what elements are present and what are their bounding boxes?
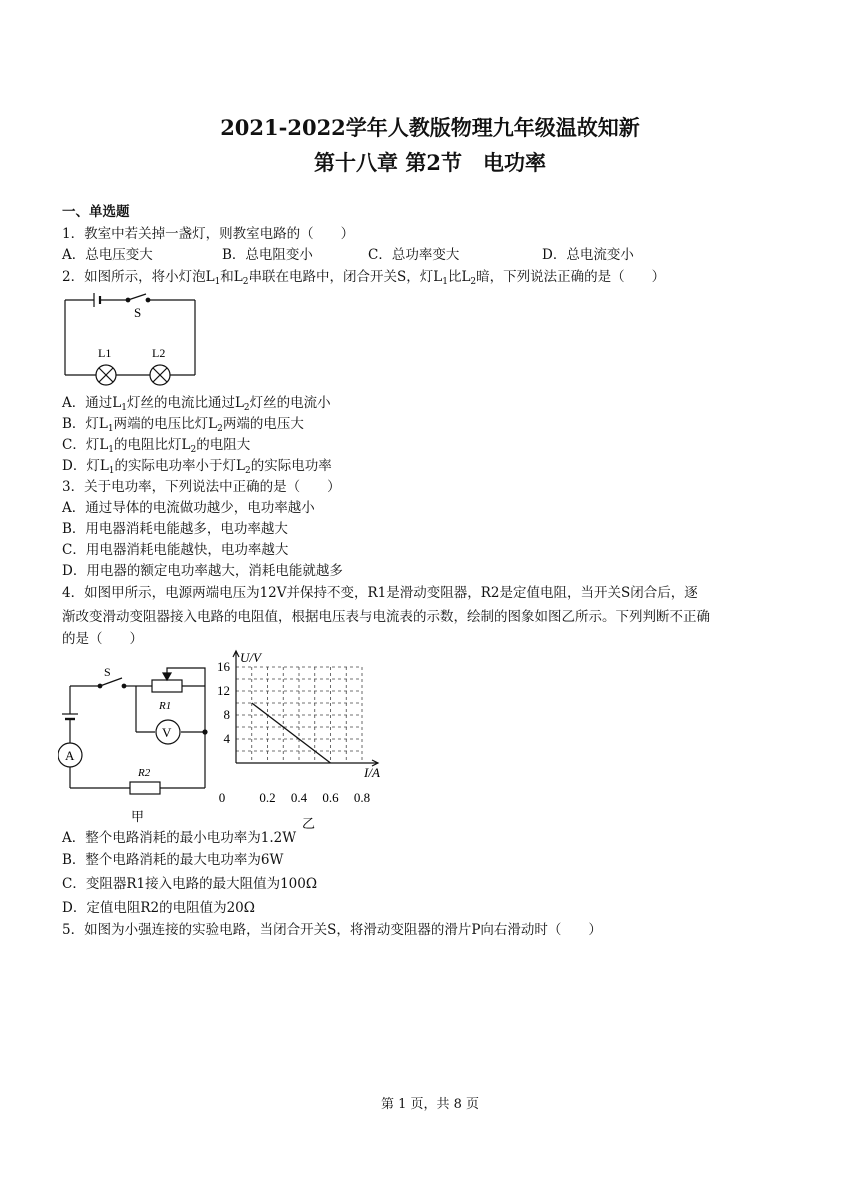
- lamp-l2-label: L2: [152, 346, 166, 360]
- lamp-l1-label: L1: [98, 346, 112, 360]
- switch-label: S: [134, 305, 142, 320]
- q5-stem: 5．如图为小强连接的实验电路，当闭合开关S，将滑动变阻器的滑片P向右滑动时（ ）: [62, 922, 602, 938]
- series-line: [252, 703, 331, 763]
- q4-ui-graph-yi: [212, 645, 402, 830]
- q4-circuit-figure-jia: [58, 660, 218, 825]
- q1-option-b: B．总电阻变小: [222, 247, 313, 263]
- switch-label: S: [104, 665, 111, 679]
- y-tick-label: 4: [223, 731, 230, 746]
- q4-stem-line-3: 的是（ ）: [62, 631, 143, 647]
- q2-option-c: C．灯$L_1$的电阻比灯$L_2$的电阻大: [62, 437, 251, 455]
- switch-blade: [128, 294, 146, 300]
- x-tick-label: 0.2: [259, 790, 276, 805]
- page-footer: 第 1 页，共 8 页: [380, 1097, 480, 1112]
- x-tick-label: 0.6: [322, 790, 339, 805]
- y-tick-label: 8: [223, 707, 230, 722]
- q2-circuit-figure: [60, 292, 200, 392]
- voltmeter-label: V: [162, 725, 172, 740]
- q3-option-a: A．通过导体的电流做功越少，电功率越小: [62, 500, 315, 516]
- q2-option-b: B．灯$L_1$两端的电压比灯$L_2$两端的电压大: [62, 416, 304, 434]
- ammeter-label: A: [65, 748, 75, 763]
- q3-option-d: D．用电器的额定电功率越大，消耗电能就越多: [62, 563, 343, 579]
- q2-option-d: D．灯$L_1$的实际电功率小于灯$L_2$的实际电功率: [62, 458, 332, 476]
- q4-option-c: C．变阻器R1接入电路的最大阻值为100Ω: [62, 876, 318, 892]
- q3-stem: 3．关于电功率，下列说法中正确的是（ ）: [62, 479, 341, 495]
- q3-option-b: B．用电器消耗电能越多，电功率越大: [62, 521, 288, 537]
- y-tick-label: 16: [217, 659, 230, 674]
- y-axis-label: U/V: [240, 650, 261, 665]
- q1-option-c: C．总功率变大: [368, 247, 460, 263]
- figure-yi-label: 乙: [302, 816, 316, 830]
- q1-option-a: A．总电压变大: [62, 247, 153, 263]
- q4-option-d: D．定值电阻R2的电阻值为20Ω: [62, 900, 255, 916]
- section-heading: 一、单选题: [62, 204, 130, 220]
- q4-option-a: A．整个电路消耗的最小电功率为1.2W: [62, 830, 297, 846]
- x-tick-label: 0.4: [290, 790, 308, 805]
- q4-stem-line-1: 4．如图甲所示，电源两端电压为12V并保持不变，R1是滑动变阻器，R2是定值电阻，当开关S闭合后，逐: [62, 585, 698, 601]
- q3-option-c: C．用电器消耗电能越快，电功率越大: [62, 542, 289, 558]
- r1-label: R1: [159, 700, 172, 712]
- x-tick-label: 0.8: [353, 790, 371, 805]
- q2-stem: 2．如图所示，将小灯泡$L_1$和$L_2$串联在电路中，闭合开关S，灯$L_1$比$L_2$暗，下列说法正确的是（ ）: [62, 269, 666, 287]
- q1-stem: 1．教室中若关掉一盏灯，则教室电路的（ ）: [62, 226, 355, 242]
- title-line-2: 第十八章 第2节 电功率: [314, 150, 546, 175]
- switch-blade: [100, 678, 122, 686]
- x-tick-label: 0: [218, 790, 226, 805]
- resistor-r2-icon: [130, 782, 160, 794]
- figure-jia-label: 甲: [131, 809, 145, 824]
- title-line-1: 2021-2022学年人教版物理九年级温故知新: [220, 115, 640, 140]
- y-tick-label: 12: [217, 683, 230, 698]
- x-axis-label: I/A: [364, 765, 380, 780]
- q4-stem-line-2: 渐改变滑动变阻器接入电路的电阻值，根据电压表与电流表的示数，绘制的图象如图乙所示。下列判断不正确: [62, 609, 710, 625]
- r2-label: R2: [138, 767, 151, 779]
- q1-options: [62, 246, 634, 264]
- rheostat-r1-icon: [152, 680, 182, 692]
- q4-option-b: B．整个电路消耗的最大电功率为6W: [62, 852, 284, 868]
- q1-option-d: D．总电流变小: [542, 247, 634, 263]
- q2-option-a: A．通过$L_1$灯丝的电流比通过$L_2$灯丝的电流小: [62, 395, 331, 413]
